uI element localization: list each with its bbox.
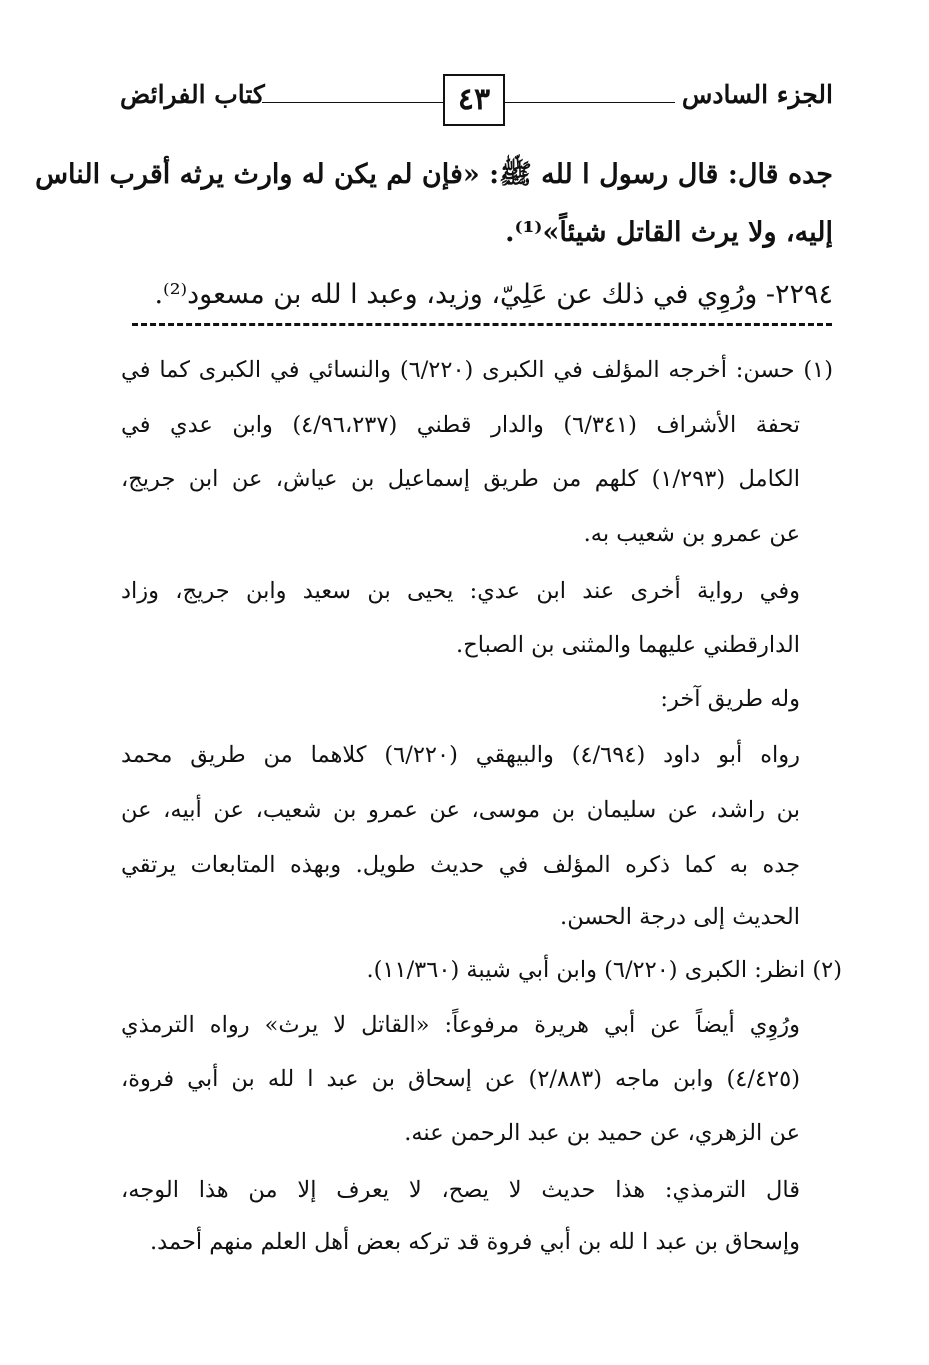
footnote-1-line: رواه أبو داود (٤/٦٩٤) والبيهقي (٦/٢٢٠) كلاهما من طريق محمد xyxy=(121,742,800,768)
header-volume: الجزء السادس xyxy=(681,80,833,109)
footnote-1-line: (١) حسن: أخرجه المؤلف في الكبرى (٦/٢٢٠) والنسائي في الكبرى كما في xyxy=(121,357,833,383)
footnote-2-line: (٤/٤٢٥) وابن ماجه (٢/٨٨٣) عن إسحاق بن عبد ا لله بن أبي فروة، xyxy=(121,1066,800,1092)
footnote-1-line: الكامل (١/٢٩٣) كلهم من طريق إسماعيل بن عياش، عن ابن جريج، xyxy=(121,466,800,492)
footnote-2-line: عن الزهري، عن حميد بن عبد الرحمن عنه. xyxy=(404,1120,800,1146)
footnote-1-line: وله طريق آخر: xyxy=(660,686,800,712)
footnote-2-line: قال الترمذي: هذا حديث لا يصح، لا يعرف إلا من هذا الوجه، xyxy=(121,1177,800,1203)
footnote-2-line: ورُوِي أيضاً عن أبي هريرة مرفوعاً: «القاتل لا يرث» رواه الترمذي xyxy=(121,1012,800,1038)
footnote-1-line: بن راشد، عن سليمان بن موسى، عن عمرو بن شعيب، عن أبيه، عن xyxy=(121,797,800,823)
footnote-2-line: (٢) انظر: الكبرى (٦/٢٢٠) وابن أبي شيبة (١١/٣٦٠). xyxy=(366,957,842,983)
footnote-1-line: جده به كما ذكره المؤلف في حديث طويل. وبهذه المتابعات يرتقي xyxy=(121,852,800,878)
header-rule-left xyxy=(262,102,443,103)
footnote-1-line: تحفة الأشراف (٦/٣٤١) والدار قطني (٤/٩٦،٢٣٧) وابن عدي في xyxy=(121,412,800,438)
header-rule-right xyxy=(505,102,675,103)
footnote-1-line: عن عمرو بن شعيب به. xyxy=(583,521,800,547)
page-number: ٤٣ xyxy=(443,74,505,126)
header-book-title: كتاب الفرائض xyxy=(120,80,265,109)
main-text-line: إليه، ولا يرث القاتل شيئاً»⁽¹⁾. xyxy=(505,217,833,248)
hadith-2294: ٢٢٩٤- ورُوِي في ذلك عن عَلِيّ، وزيد، وعبد ا لله بن مسعود⁽²⁾. xyxy=(154,279,833,310)
footnote-1-line: الدارقطني عليهما والمثنى بن الصباح. xyxy=(456,632,800,658)
footnote-2-line: وإسحاق بن عبد ا لله بن أبي فروة قد تركه بعض أهل العلم منهم أحمد. xyxy=(149,1229,800,1255)
main-text-line: جده قال: قال رسول ا لله ﷺ: «فإن لم يكن له وارث يرثه أقرب الناس xyxy=(35,159,833,190)
footnote-1-line: الحديث إلى درجة الحسن. xyxy=(560,904,800,930)
footnote-1-line: وفي رواية أخرى عند ابن عدي: يحيى بن سعيد وابن جريج، وزاد xyxy=(121,578,800,604)
footnote-separator xyxy=(132,323,832,326)
